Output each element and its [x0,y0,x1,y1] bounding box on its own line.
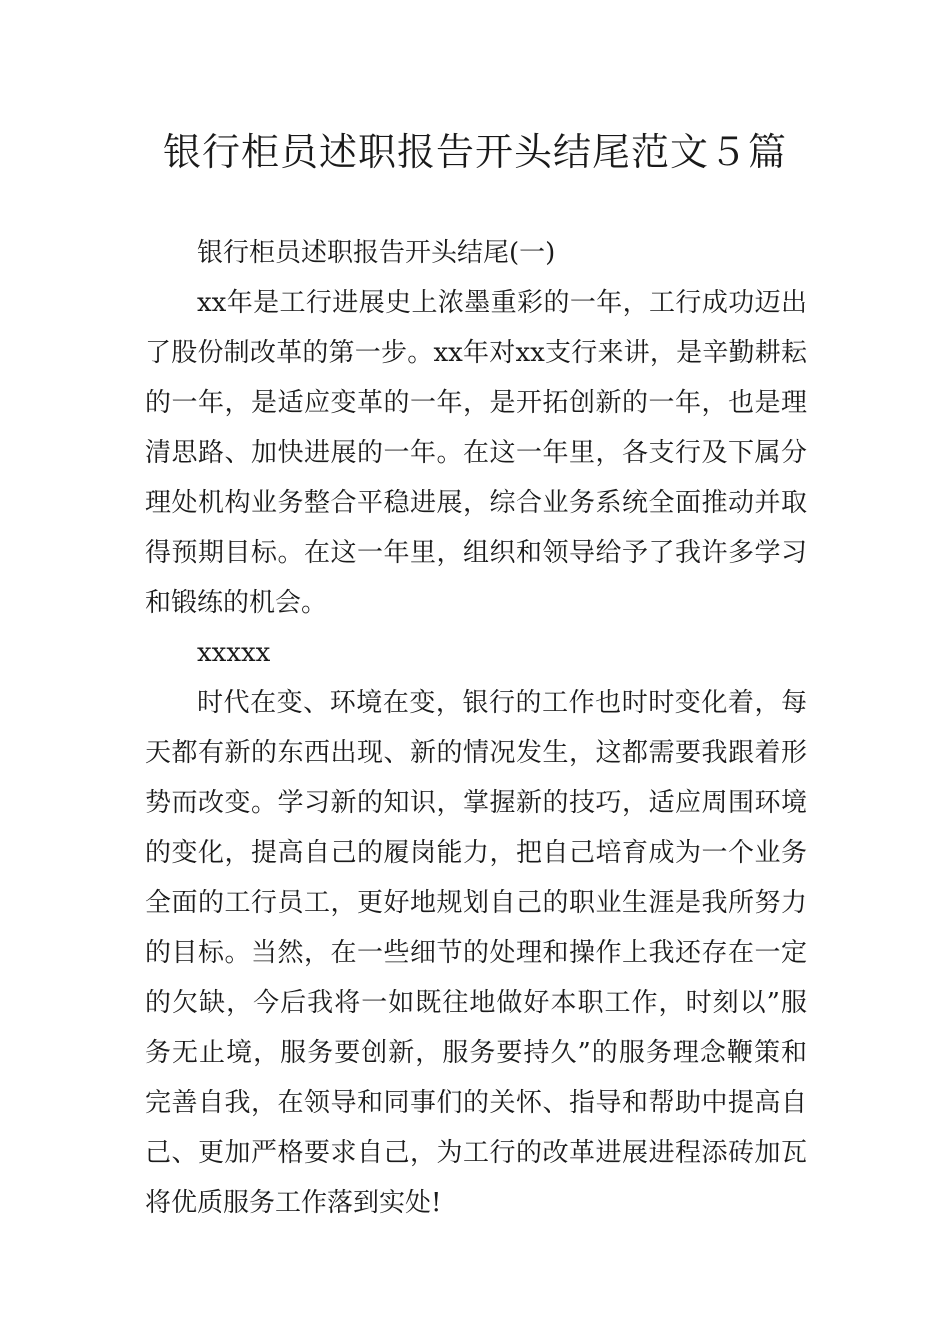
body-paragraph: xx年是工行进展史上浓墨重彩的一年，工行成功迈出了股份制改革的第一步。xx年对xx支行来讲，是辛勤耕耘的一年，是适应变革的一年，是开拓创新的一年，也是理清思路、加快进展的一年。在这一年里，各支行及下属分理处机构业务整合平稳进展，综合业务系统全面推动并取得预期目标。在这一年里，组织和领导给予了我许多学习和锻练的机会。 [145,288,807,618]
document-title: 银行柜员述职报告开头结尾范文５篇 [162,130,787,174]
section-heading: 银行柜员述职报告开头结尾(一) [197,238,556,268]
body-paragraph: 时代在变、环境在变，银行的工作也时时变化着，每天都有新的东西出现、新的情况发生，这都需要我跟着形势而改变。学习新的知识，掌握新的技巧，适应周围环境的变化，提高自己的履岗能力，把自己培育成为一个业务全面的工行员工，更好地规划自己的职业生涯是我所努力的目标。当然，在一些细节的处理和操作上我还存在一定的欠缺，今后我将一如既往地做好本职工作，时刻以”服务无止境，服务要创新，服务要持久”的服务理念鞭策和完善自我，在领导和同事们的关怀、指导和帮助中提高自己、更加严格要求自己，为工行的改革进展进程添砖加瓦将优质服务工作落到实处! [145,688,807,1218]
placeholder-line: xxxxx [197,638,271,668]
document-body [145,228,807,1228]
